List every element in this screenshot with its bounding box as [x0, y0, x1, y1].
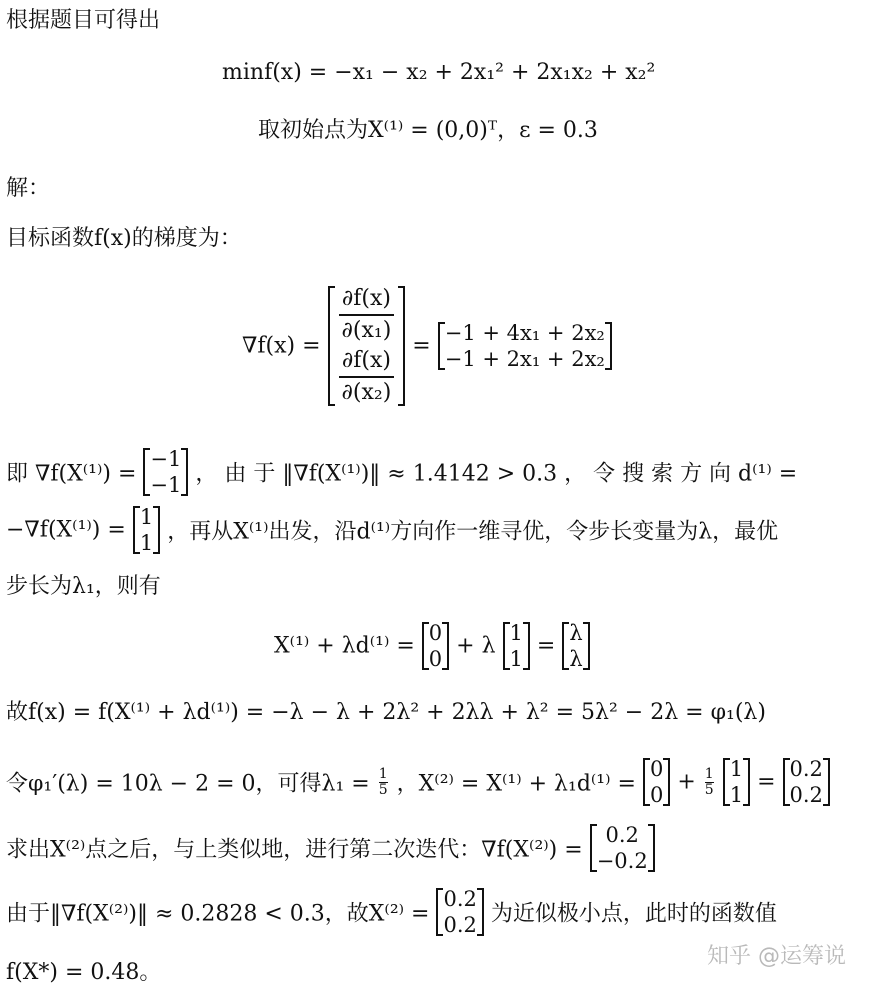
s2-matrix-3: 0.2 0.2 — [783, 756, 830, 808]
step3-line: 求出X⁽²⁾点之后，与上类似地，进行第二次迭代：∇f(X⁽²⁾) = 0.2 −0.2 — [6, 822, 655, 874]
step1-line1: 即 ∇f(X⁽¹⁾) = −1 −1 ， 由 于 ‖∇f(X⁽¹⁾)‖ ≈ 1.4142 > 0.3 ， 令 搜 索 方 向 d⁽¹⁾ = — [6, 447, 798, 497]
gradient-eq: = — [412, 333, 431, 359]
s4-matrix: 0.2 0.2 — [436, 886, 483, 938]
step1-matrix-1: −1 −1 — [143, 446, 188, 498]
step1-line2: −∇f(X⁽¹⁾) = 1 1 ，再从X⁽¹⁾出发，沿d⁽¹⁾方向作一维寻优，令步长变量为λ，最优 — [6, 505, 779, 555]
start-point: 取初始点为X⁽¹⁾ = (0,0)ᵀ，ε = 0.3 — [258, 118, 598, 143]
step-fraction: $\frac{1}{5}$ — [378, 765, 388, 798]
partials-matrix — [328, 284, 406, 408]
phi-line: 故f(x) = f(X⁽¹⁾ + λd⁽¹⁾) = −λ − λ + 2λ² + 2λλ + λ² = 5λ² − 2λ = φ₁(λ) — [6, 700, 766, 725]
ls-matrix-2: 1 1 — [503, 620, 530, 672]
step-fraction-2: $\frac{1}{5}$ — [704, 765, 714, 798]
step1-matrix-2: 1 1 — [133, 504, 160, 556]
ls-matrix-1: 0 0 — [422, 620, 449, 672]
gradient-formula — [242, 284, 612, 408]
s2-matrix-1: 0 0 — [643, 756, 670, 808]
s2-matrix-2: 1 1 — [723, 756, 750, 808]
s3-matrix: 0.2 −0.2 — [590, 822, 655, 874]
step4-line: 由于‖∇f(X⁽²⁾)‖ ≈ 0.2828 < 0.3，故X⁽²⁾ = 0.2 0.2 为近似极小点，此时的函数值 — [6, 887, 777, 937]
heading: 根据题目可得出 — [6, 8, 161, 33]
step1-line3: 步长为λ₁，则有 — [6, 574, 161, 599]
gradient-matrix: −1 + 4x₁ + 2x₂ −1 + 2x₁ + 2x₂ — [438, 320, 612, 372]
partial-1: ∂f(x) ∂(x₁) — [339, 284, 395, 346]
ls-matrix-3: λ λ — [562, 620, 589, 672]
step2-line: 令φ₁′(λ) = 10λ − 2 = 0，可得λ₁ = $\frac{1}{5}$ ，X⁽²⁾ = X⁽¹⁾ + λ₁d⁽¹⁾ = 0 0 + $\frac{1}{5}$ 1 1 = 0.2 0.2 — [6, 756, 830, 808]
line-search: X⁽¹⁾ + λd⁽¹⁾ = 0 0 + λ 1 1 = λ λ — [274, 620, 590, 672]
objective-formula: minf(x) = −x₁ − x₂ + 2x₁² + 2x₁x₂ + x₂² — [222, 60, 656, 85]
gradient-intro: 目标函数f(x)的梯度为： — [6, 226, 242, 251]
final-value: f(X*) = 0.48。 — [6, 960, 162, 985]
watermark: 知乎 @运筹说 — [707, 944, 846, 969]
solution-label: 解： — [6, 176, 51, 201]
partial-2: ∂f(x) ∂(x₂) — [339, 346, 395, 408]
gradient-lhs: ∇f(x) = — [242, 333, 321, 359]
